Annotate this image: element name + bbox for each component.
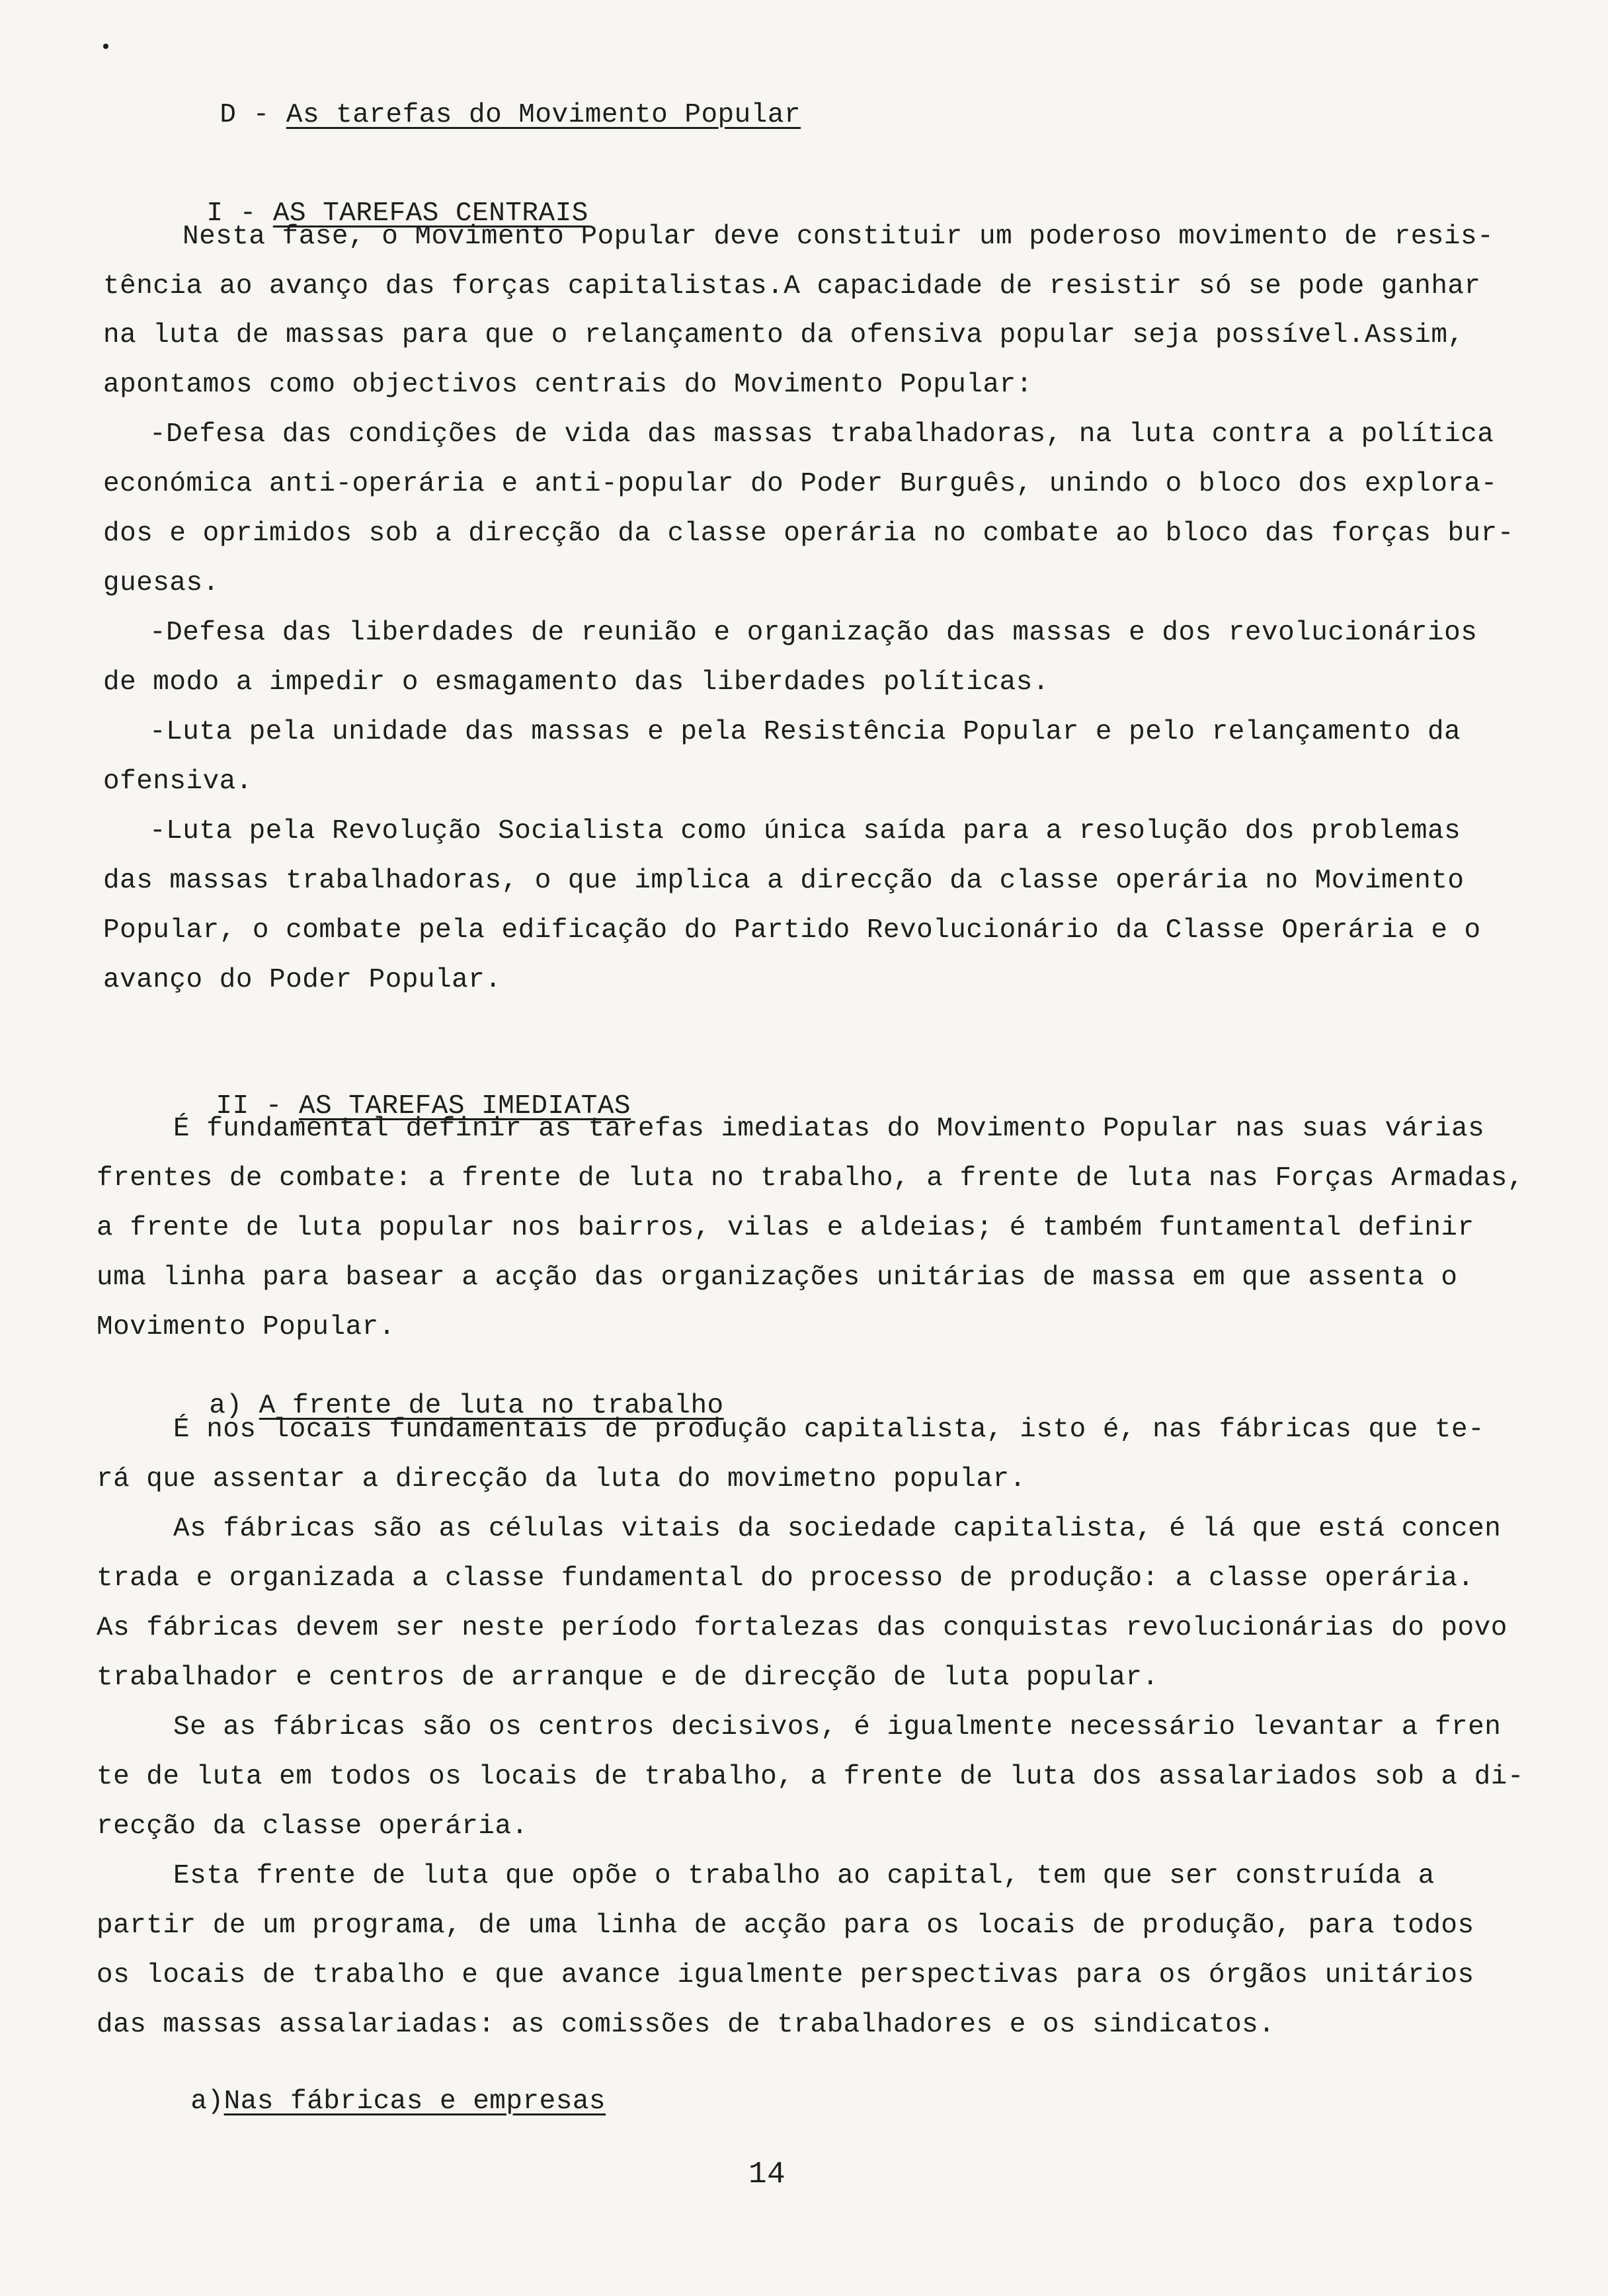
- sub-a-line: É nos locais fundamentais de produção capitalista, isto é, nas fábricas que te-: [173, 1414, 1485, 1445]
- section-letter: D: [220, 100, 237, 130]
- part1-line: ofensiva.: [103, 766, 253, 797]
- part2-number: II: [216, 1091, 249, 1122]
- section-title: As tarefas do Movimento Popular: [286, 100, 801, 130]
- part1-line: avanço do Poder Popular.: [103, 965, 502, 995]
- sub-a-line: Se as fábricas são os centros decisivos, é igualmente necessário levantar a fren: [173, 1712, 1502, 1742]
- part1-line: -Defesa das liberdades de reunião e organização das massas e dos revolucionários: [149, 618, 1478, 648]
- stray-mark: [103, 44, 108, 49]
- part1-line: dos e oprimidos sob a direcção da classe operária no combate ao bloco das forças bur-: [103, 518, 1514, 549]
- part1-line: económica anti-operária e anti-popular do Poder Burguês, unindo o bloco dos explora-: [103, 469, 1498, 499]
- sub-a2-heading: [124, 2061, 606, 2143]
- part2-intro-line: É fundamental definir as tarefas imediatas do Movimento Popular nas suas várias: [173, 1114, 1485, 1144]
- sub-a-line: das massas assalariadas: as comissões de trabalhadores e os sindicatos.: [97, 2010, 1275, 2040]
- part1-line: Nesta fase, o Movimento Popular deve constituir um poderoso movimento de resis-: [182, 222, 1494, 252]
- sub-a2-label: a): [190, 2086, 224, 2117]
- part1-number: I: [206, 198, 223, 229]
- part2-intro-line: uma linha para basear a acção das organizações unitárias de massa em que assenta o: [97, 1262, 1458, 1293]
- sub-a-line: os locais de trabalho e que avance igualmente perspectivas para os órgãos unitários: [97, 1960, 1474, 1990]
- part2-intro-line: frentes de combate: a frente de luta no trabalho, a frente de luta nas Forças Armadas,: [97, 1163, 1524, 1194]
- part2-title: AS TAREFAS IMEDIATAS: [298, 1091, 631, 1122]
- sub-a-label: a): [209, 1391, 243, 1421]
- part2-heading: II - AS TAREFAS IMEDIATAS: [216, 1091, 631, 1122]
- part1-line: na luta de massas para que o relançamento da ofensiva popular seja possível.Assim,: [103, 320, 1465, 350]
- part1-line: guesas.: [103, 568, 220, 598]
- part1-line: -Defesa das condições de vida das massas trabalhadoras, na luta contra a política: [149, 419, 1494, 450]
- sub-a-line: As fábricas são as células vitais da sociedade capitalista, é lá que está concen: [173, 1514, 1502, 1544]
- part2-intro-line: a frente de luta popular nos bairros, vilas e aldeias; é também funtamental definir: [97, 1213, 1474, 1243]
- part1-title: AS TAREFAS CENTRAIS: [272, 198, 588, 229]
- sub-a-line: rá que assentar a direcção da luta do movimetno popular.: [97, 1464, 1026, 1495]
- sub-a-line: recção da classe operária.: [97, 1811, 528, 1842]
- sub-a2-title: Nas fábricas e empresas: [223, 2086, 606, 2117]
- part1-line: tência ao avanço das forças capitalistas.A capacidade de resistir só se pode ganhar: [103, 271, 1481, 302]
- part1-line: apontamos como objectivos centrais do Movimento Popular:: [103, 370, 1033, 400]
- sub-a-line: te de luta em todos os locais de trabalho, a frente de luta dos assalariados sob a di-: [97, 1762, 1524, 1792]
- page-number: 14: [748, 2157, 786, 2192]
- part1-line: de modo a impedir o esmagamento das liberdades políticas.: [103, 667, 1049, 698]
- sub-a-line: As fábricas devem ser neste período fortalezas das conquistas revolucionárias do povo: [97, 1613, 1508, 1643]
- part1-line: -Luta pela Revolução Socialista como única saída para a resolução dos problemas: [149, 816, 1461, 846]
- sub-a-title: A frente de luta no trabalho: [259, 1391, 724, 1421]
- section-header: D - As tarefas do Movimento Popular: [220, 100, 801, 130]
- part1-line: -Luta pela unidade das massas e pela Resistência Popular e pelo relançamento da: [149, 717, 1461, 747]
- sub-a-line: partir de um programa, de uma linha de acção para os locais de produção, para todos: [97, 1910, 1474, 1941]
- part1-line: das massas trabalhadoras, o que implica a direcção da classe operária no Movimento: [103, 866, 1465, 896]
- sub-a-line: Esta frente de luta que opõe o trabalho ao capital, tem que ser construída a: [173, 1861, 1435, 1891]
- part2-intro-line: Movimento Popular.: [97, 1312, 395, 1342]
- part1-line: Popular, o combate pela edificação do Partido Revolucionário da Classe Operária e o: [103, 915, 1481, 946]
- part1-heading: I - AS TAREFAS CENTRAIS: [206, 198, 588, 229]
- sub-a-line: trabalhador e centros de arranque e de direcção de luta popular.: [97, 1662, 1159, 1693]
- sub-a-line: trada e organizada a classe fundamental do processo de produção: a classe operária.: [97, 1563, 1474, 1594]
